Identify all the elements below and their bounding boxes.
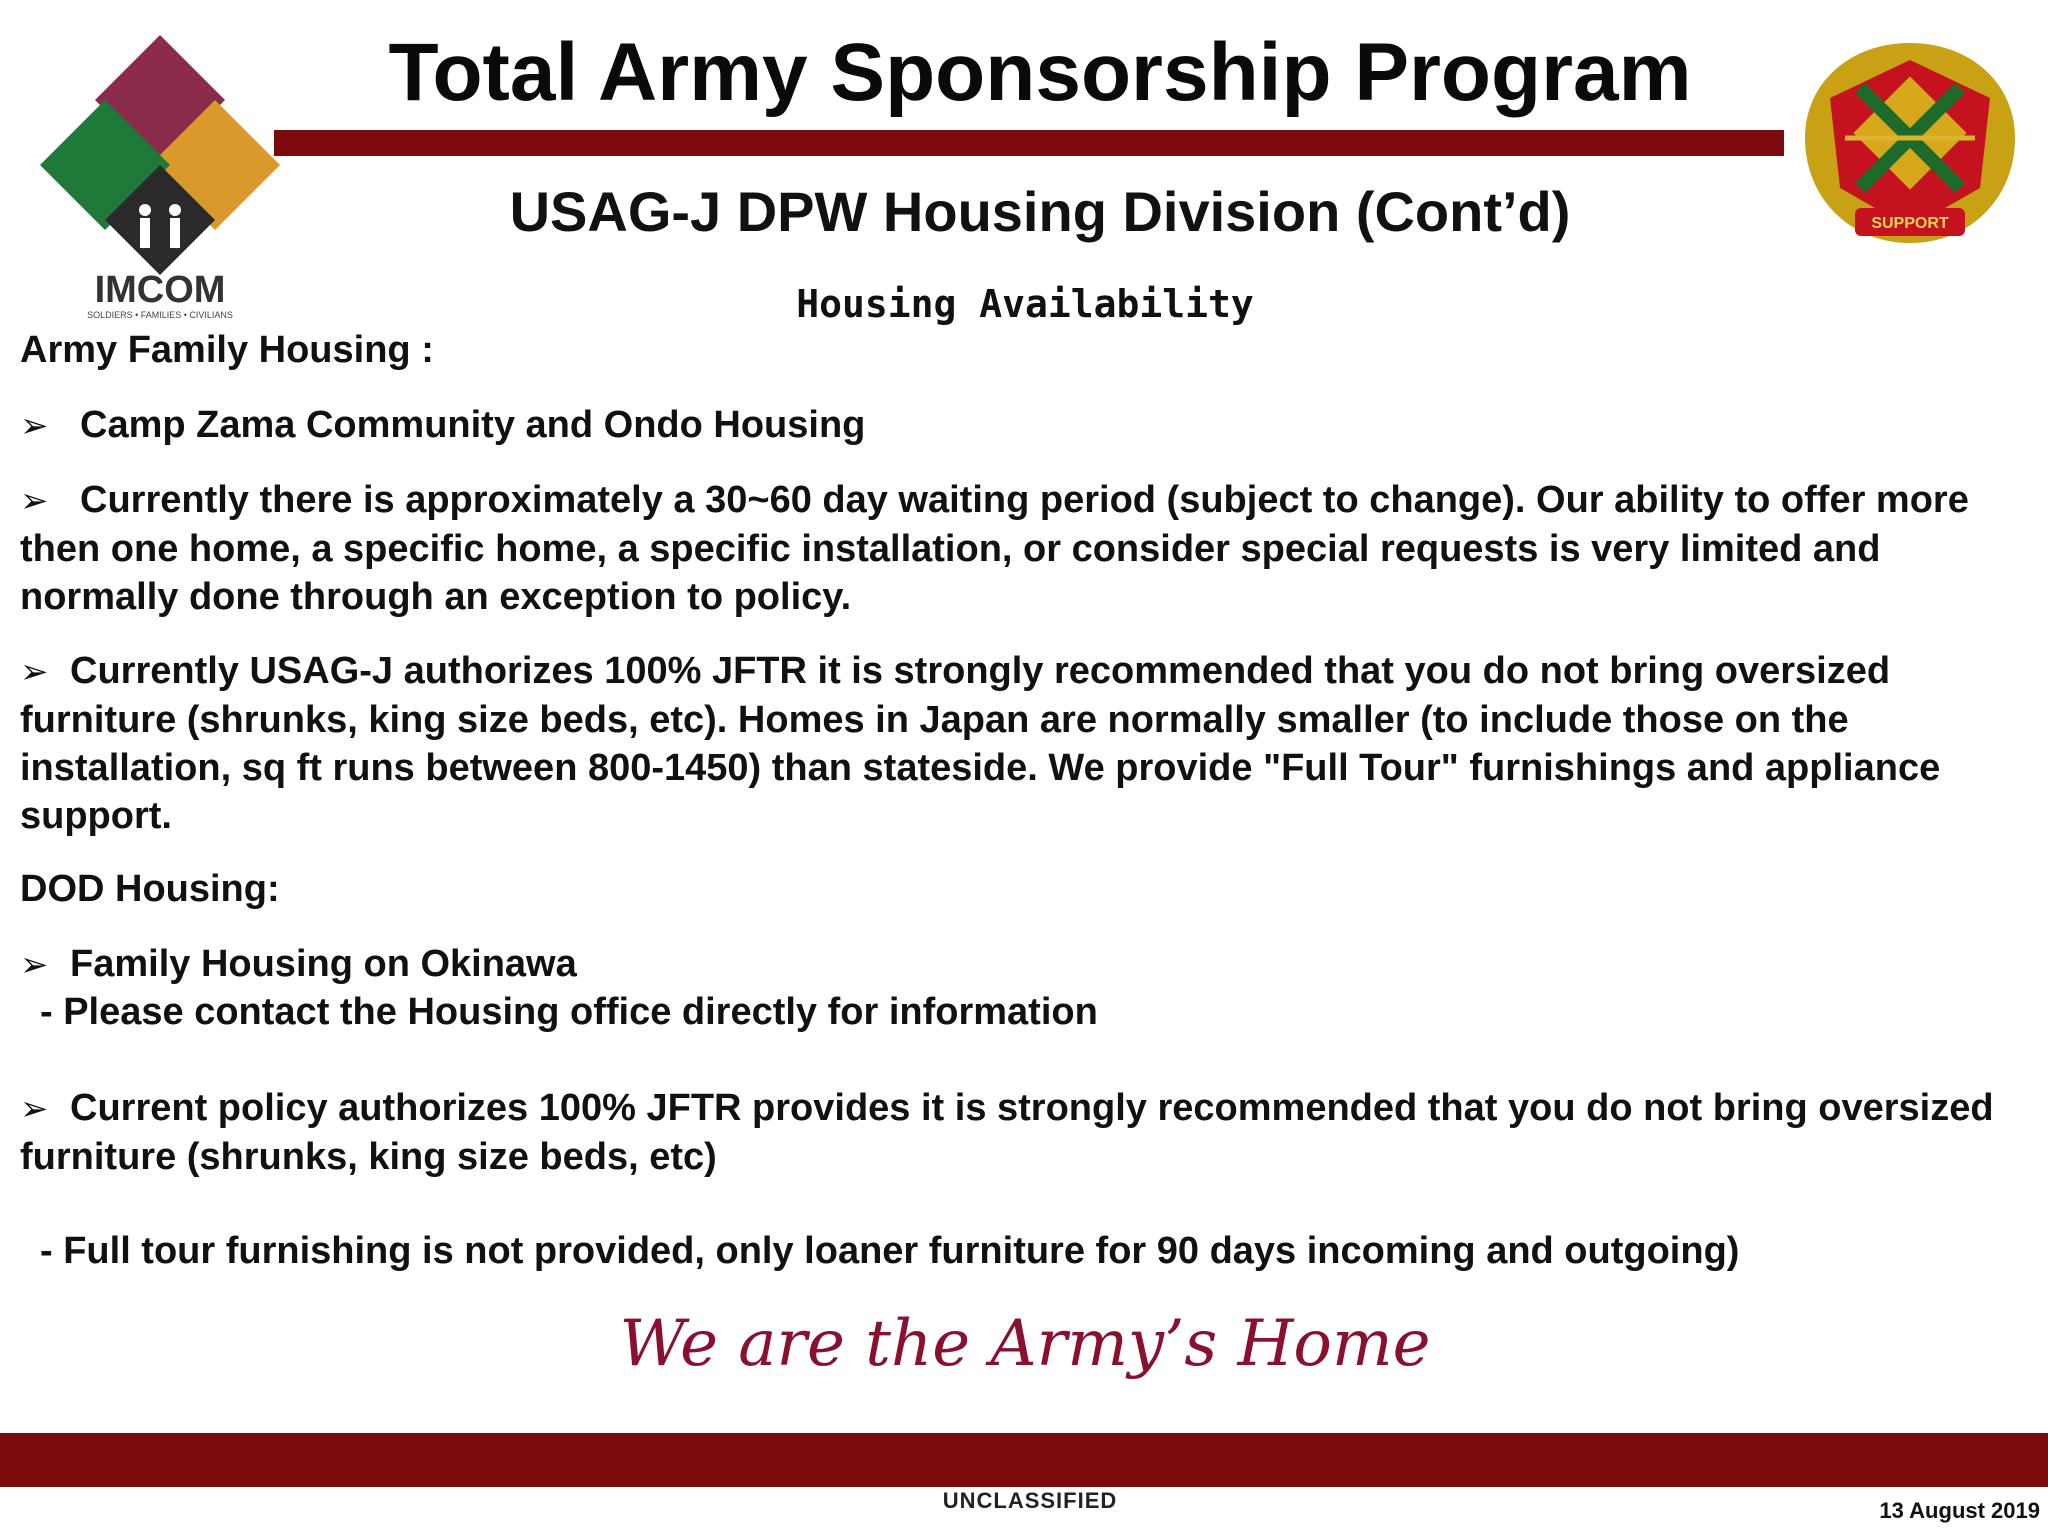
date-label: 13 August 2019 xyxy=(1879,1498,2040,1523)
imcom-logo-text: IMCOM xyxy=(94,269,226,311)
list-item-text: Camp Zama Community and Ondo Housing xyxy=(80,404,866,446)
page-title: Total Army Sponsorship Program xyxy=(388,27,1692,118)
list-item xyxy=(20,476,2010,621)
arrow-bullet-icon: ➢ xyxy=(20,945,49,985)
arrow-bullet-icon: ➢ xyxy=(20,652,49,692)
dod-housing-heading: DOD Housing: xyxy=(20,868,280,910)
army-housing-heading: Army Family Housing : xyxy=(20,329,434,371)
arrow-bullet-icon: ➢ xyxy=(20,406,49,446)
list-item xyxy=(20,647,2010,840)
list-subitem: - Full tour furnishing is not provided, only loaner furniture for 90 days incoming and outgoing) xyxy=(40,1230,1740,1272)
arrow-bullet-icon: ➢ xyxy=(20,1089,49,1129)
tagline-text: We are the Army’s Home xyxy=(619,1307,1431,1381)
imcom-logo xyxy=(40,30,280,325)
section-title: Housing Availability xyxy=(796,282,1254,326)
army-crest-icon xyxy=(1800,38,2020,253)
list-item-text: Currently USAG-J authorizes 100% JFTR it is strongly recommended that you do not bring oversized furniture (shrunks, king size beds, etc). Homes in Japan are normally smaller (to include those on the installation, sq ft runs between 800-1450) than stateside. We provide "Full Tour" furnishings and appliance support. xyxy=(20,650,1941,837)
list-item-text: Family Housing on Okinawa xyxy=(70,943,577,985)
imcom-logo-tagline: SOLDIERS • FAMILIES • CIVILIANS xyxy=(87,310,233,320)
footer-bar xyxy=(0,1433,2048,1487)
tagline xyxy=(610,1285,1440,1430)
title-underline-bar xyxy=(274,130,1784,156)
list-subitem: - Please contact the Housing office directly for information xyxy=(40,991,1098,1033)
list-item xyxy=(20,401,2010,450)
svg-text:SUPPORT: SUPPORT xyxy=(1871,215,1949,232)
list-item xyxy=(20,940,2010,989)
list-item-text: Current policy authorizes 100% JFTR provides it is strongly recommended that you do not bring oversized furniture (shrunks, king size beds, etc) xyxy=(20,1087,1994,1178)
list-item-text: Currently there is approximately a 30~60 day waiting period (subject to change). Our ability to offer more then one home, a specific home, a specific installation, or consider special requests is very limited and normally done through an exception to policy. xyxy=(20,479,1969,618)
arrow-bullet-icon: ➢ xyxy=(20,481,49,521)
list-item xyxy=(20,1084,2010,1181)
classification-label: UNCLASSIFIED xyxy=(942,1488,1118,1513)
page-subtitle: USAG-J DPW Housing Division (Cont’d) xyxy=(509,180,1571,243)
